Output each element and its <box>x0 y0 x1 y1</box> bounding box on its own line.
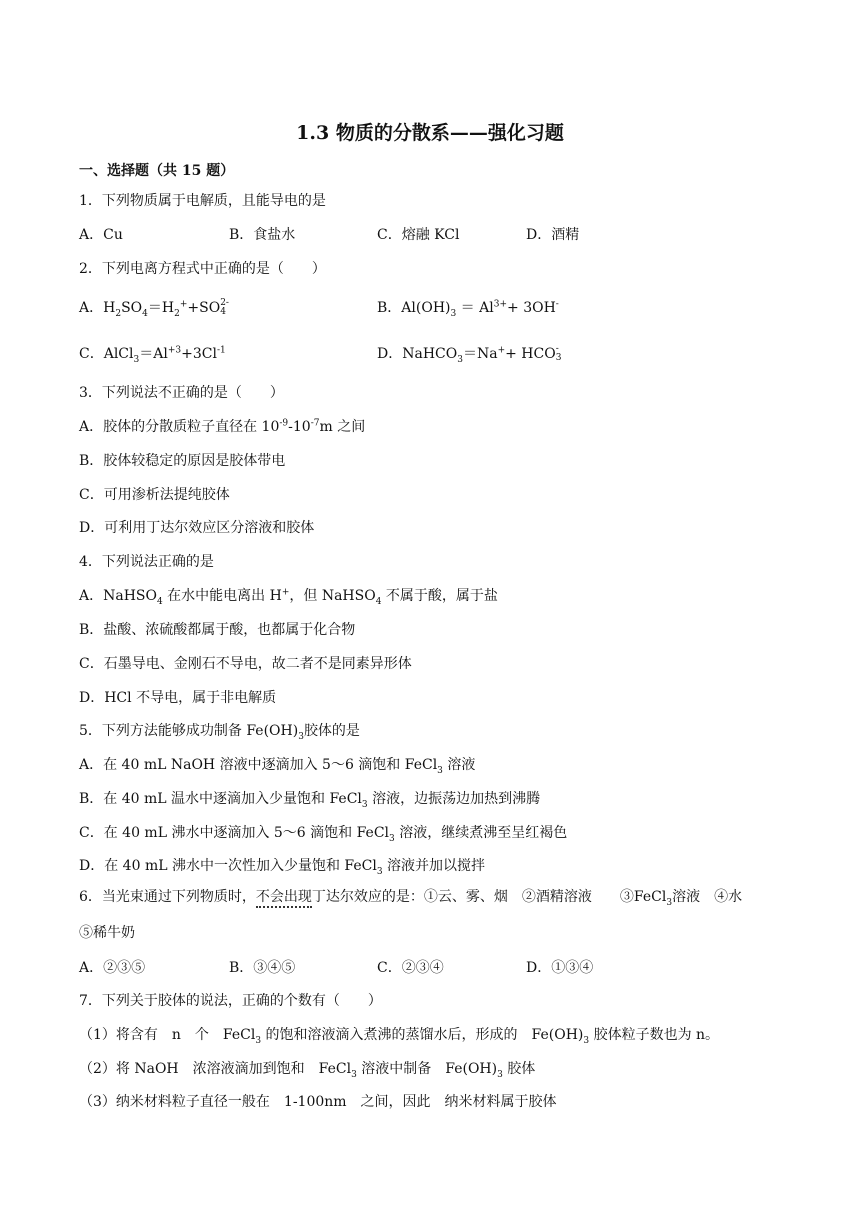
q4-option-d: D．HCl 不导电，属于非电解质 <box>79 690 277 706</box>
q5-option-c: C．在 40 mL 沸水中逐滴加入 5～6 滴饱和 FeCl$_3$ 溶液，继续煮沸至呈红褐色 <box>79 825 568 844</box>
q6-option-a: A．②③⑤ <box>79 960 146 976</box>
q4-option-b: B．盐酸、浓硫酸都属于酸，也都属于化合物 <box>79 622 356 638</box>
q6-option-b: B．③④⑤ <box>229 960 296 976</box>
q5-option-a: A．在 40 mL NaOH 溶液中逐滴加入 5～6 滴饱和 FeCl$_3$ 溶液 <box>79 757 476 776</box>
q3-option-a: A．胶体的分散质粒子直径在 $10^{-9}-10^{-7}m$ 之间 <box>79 418 366 435</box>
page-title: 1.3 物质的分散系——强化习题 <box>296 122 564 144</box>
question-3-stem: 3．下列说法不正确的是（ ） <box>79 385 284 401</box>
q1-option-a: A．Cu <box>79 227 123 243</box>
q2-option-a: A．$H_2SO_4=H_2^++SO$ 2- 4 <box>79 298 229 319</box>
section-heading: 一、选择题（共 15 题） <box>79 163 235 179</box>
q6-option-d: D．①③④ <box>526 960 594 976</box>
q4-option-c: C．石墨导电、金刚石不导电，故二者不是同素异形体 <box>79 656 412 672</box>
q5-option-b: B．在 40 mL 温水中逐滴加入少量饱和 FeCl$_3$ 溶液，边振荡边加热到沸腾 <box>79 791 541 810</box>
q1-option-b: B．食盐水 <box>229 227 296 243</box>
q7-item-1: （1）将含有 n 个 FeCl$_3$ 的饱和溶液滴入煮沸的蒸馏水后，形成的 $Fe(OH)_3$ 胶体粒子数也为 n。 <box>79 1027 720 1046</box>
q3-option-c: C．可用渗析法提纯胶体 <box>79 487 230 503</box>
q3-option-b: B．胶体较稳定的原因是胶体带电 <box>79 453 286 469</box>
q2-option-b: B．$Al(OH)_3 = Al^{3+}+ 3OH^-$ <box>377 299 559 319</box>
question-5-stem: 5．下列方法能够成功制备 $Fe(OH)_3$胶体的是 <box>79 723 360 742</box>
question-6-stem-continued: ⑤稀牛奶 <box>79 925 135 941</box>
question-7-stem: 7．下列关于胶体的说法，正确的个数有（ ） <box>79 993 382 1009</box>
q6-option-c: C．②③④ <box>377 960 444 976</box>
question-1-stem: 1．下列物质属于电解质，且能导电的是 <box>79 193 326 209</box>
question-4-stem: 4．下列说法正确的是 <box>79 554 214 570</box>
q2-option-c: C．$AlCl_3=Al^{+3}+3Cl^{-1}$ <box>79 345 226 365</box>
question-6-stem: 6．当光束通过下列物质时，不会出现丁达尔效应的是：①云、雾、烟 ②酒精溶液 ③FeCl$_3$溶液 ④水 <box>79 889 743 908</box>
q5-option-d: D．在 40 mL 沸水中一次性加入少量饱和 FeCl$_3$ 溶液并加以搅拌 <box>79 858 486 877</box>
q7-item-3: （3）纳米材料粒子直径一般在 1-100nm 之间，因此 纳米材料属于胶体 <box>79 1094 557 1110</box>
emphasis-dots: 不会出现 <box>256 889 312 908</box>
q1-option-d: D．酒精 <box>526 227 580 243</box>
q3-option-d: D．可利用丁达尔效应区分溶液和胶体 <box>79 520 315 536</box>
q1-option-c: C．熔融 KCl <box>377 227 460 243</box>
q7-item-2: （2）将 NaOH 浓溶液滴加到饱和 FeCl$_3$ 溶液中制备 $Fe(OH)_3$ 胶体 <box>79 1061 536 1080</box>
q2-option-d: D．NaHCO$_3$＝Na++ HCO - 3 <box>377 344 562 365</box>
question-2-stem: 2．下列电离方程式中正确的是（ ） <box>79 261 326 277</box>
q4-option-a: A．NaHSO$_4$ 在水中能电离出 H+，但 NaHSO$_4$ 不属于酸，属于盐 <box>79 587 498 607</box>
